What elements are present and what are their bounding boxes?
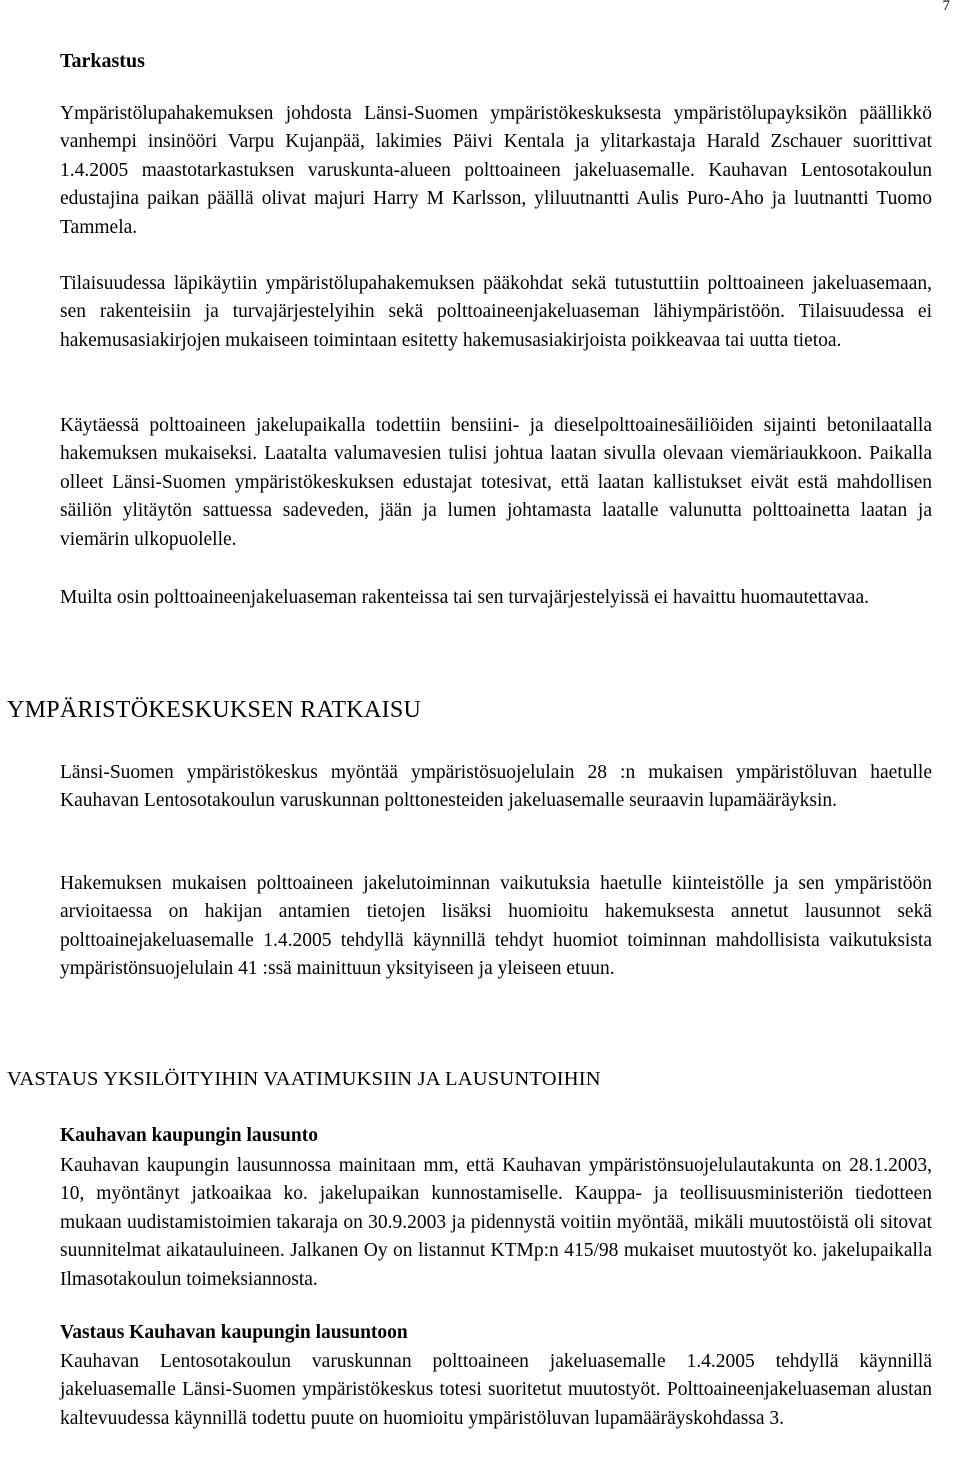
subheading-lausunto: Kauhavan kaupungin lausunto [60,1125,318,1146]
paragraph-inspection: Ympäristölupahakemuksen johdosta Länsi-Suomen ympäristökeskuksesta ympäristölupayksikön päällikkö vanhempi insinööri Varpu Kujanpää, lakimies Päivi Kentala ja ylitarkastaja Harald Zschauer suorittivat 1.4.2005 maastotarkastuksen varuskunta-alueen polttoaineen jakeluasemalle. Kauhavan Lentosotakoulun edustajina paikan päällä olivat majuri Harry M Karlsson, yliluutnantti Aulis Puro-Aho ja luutnantti Tuomo Tammela. [60,103,932,238]
paragraph-lausunto: Kauhavan kaupungin lausunnossa mainitaan mm, että Kauhavan ympäristönsuojelulautakunta on 28.1.2003, 10, myöntänyt jatkoaikaa ko. jakelupaikan kunnostamiselle. Kauppa- ja teollisuusministeriön tiedotteen mukaan uudistamistoimien takaraja on 30.9.2003 ja pidennystä voitiin myöntää, mikäli muutostöistä oli sitovat suunnitelmat aikatauluineen. Jalkanen Oy on listannut KTMp:n 415/98 mukaiset muutostyöt ko. jakelupaikalla Ilmasotakoulun toimeksiannosta. [60,1155,932,1290]
paragraph-permit-grant: Länsi-Suomen ympäristökeskus myöntää ympäristösuojelulain 28 :n mukaisen ympäristöluvan haetulle Kauhavan Lentosotakoulun varuskunnan polttonesteiden jakeluasemalle seuraavin lupamääräyksin. [60,762,932,812]
heading-ratkaisu: YMPÄRISTÖKESKUKSEN RATKAISU [7,697,422,723]
page-number: 7 [942,0,950,14]
paragraph-vastaus: Kauhavan Lentosotakoulun varuskunnan polttoaineen jakeluasemalle 1.4.2005 tehdyllä käynnillä jakeluasemalle Länsi-Suomen ympäristökeskus totesi suoritetut muutostyöt. Polttoaineenjakeluaseman alustan kaltevuudessa käynnillä todettu puute on huomioitu ympäristöluvan lupamääräyskohdassa 3. [60,1351,932,1429]
paragraph-conclusion: Muilta osin polttoaineenjakeluaseman rakenteissa tai sen turvajärjestelyissä ei havaittu huomautettavaa. [60,587,869,608]
paragraph-review: Tilaisuudessa läpikäytiin ympäristölupahakemuksen pääkohdat sekä tutustuttiin polttoaineen jakeluasemaan, sen rakenteisiin ja turvajärjestelyihin sekä polttoaineenjakeluaseman lähiympäristöön. Tilaisuudessa ei hakemusasiakirjojen mukaiseen toimintaan esitetty hakemusasiakirjoista poikkeavaa tai uutta tietoa. [60,273,932,351]
paragraph-observations: Käytäessä polttoaineen jakelupaikalla todettiin bensiini- ja dieselpolttoainesäiliöiden sijainti betonilaatalla hakemuksen mukaiseksi. Laatalta valumavesien tulisi johtua laatan sivulla olevaan viemäriaukkoon. Paikalla olleet Länsi-Suomen ympäristökeskuksen edustajat totesivat, että laatan kallistukset eivät estä mahdollisen säiliön ylitäytön sattuessa sadeveden, jään ja lumen johtamasta laatalle valunutta polttoainetta laatan ja viemärin ulkopuolelle. [60,415,932,550]
subheading-vastaus-lausuntoon: Vastaus Kauhavan kaupungin lausuntoon [60,1322,408,1343]
paragraph-assessment: Hakemuksen mukaisen polttoaineen jakelutoiminnan vaikutuksia haetulle kiinteistölle ja sen ympäristöön arvioitaessa on hakijan antamien tietojen lisäksi huomioitu hakemuksesta annetut lausunnot sekä polttoainejakeluasemalle 1.4.2005 tehdyllä käynnillä tehdyt huomiot toiminnan mahdollisista vaikutuksista ympäristönsuojelulain 41 :ssä mainittuun yksityiseen ja yleiseen etuun. [60,873,932,980]
section-heading-tarkastus: Tarkastus [60,50,145,72]
heading-vastaus: VASTAUS YKSILÖITYIHIN VAATIMUKSIIN JA LAUSUNTOIHIN [7,1068,601,1090]
